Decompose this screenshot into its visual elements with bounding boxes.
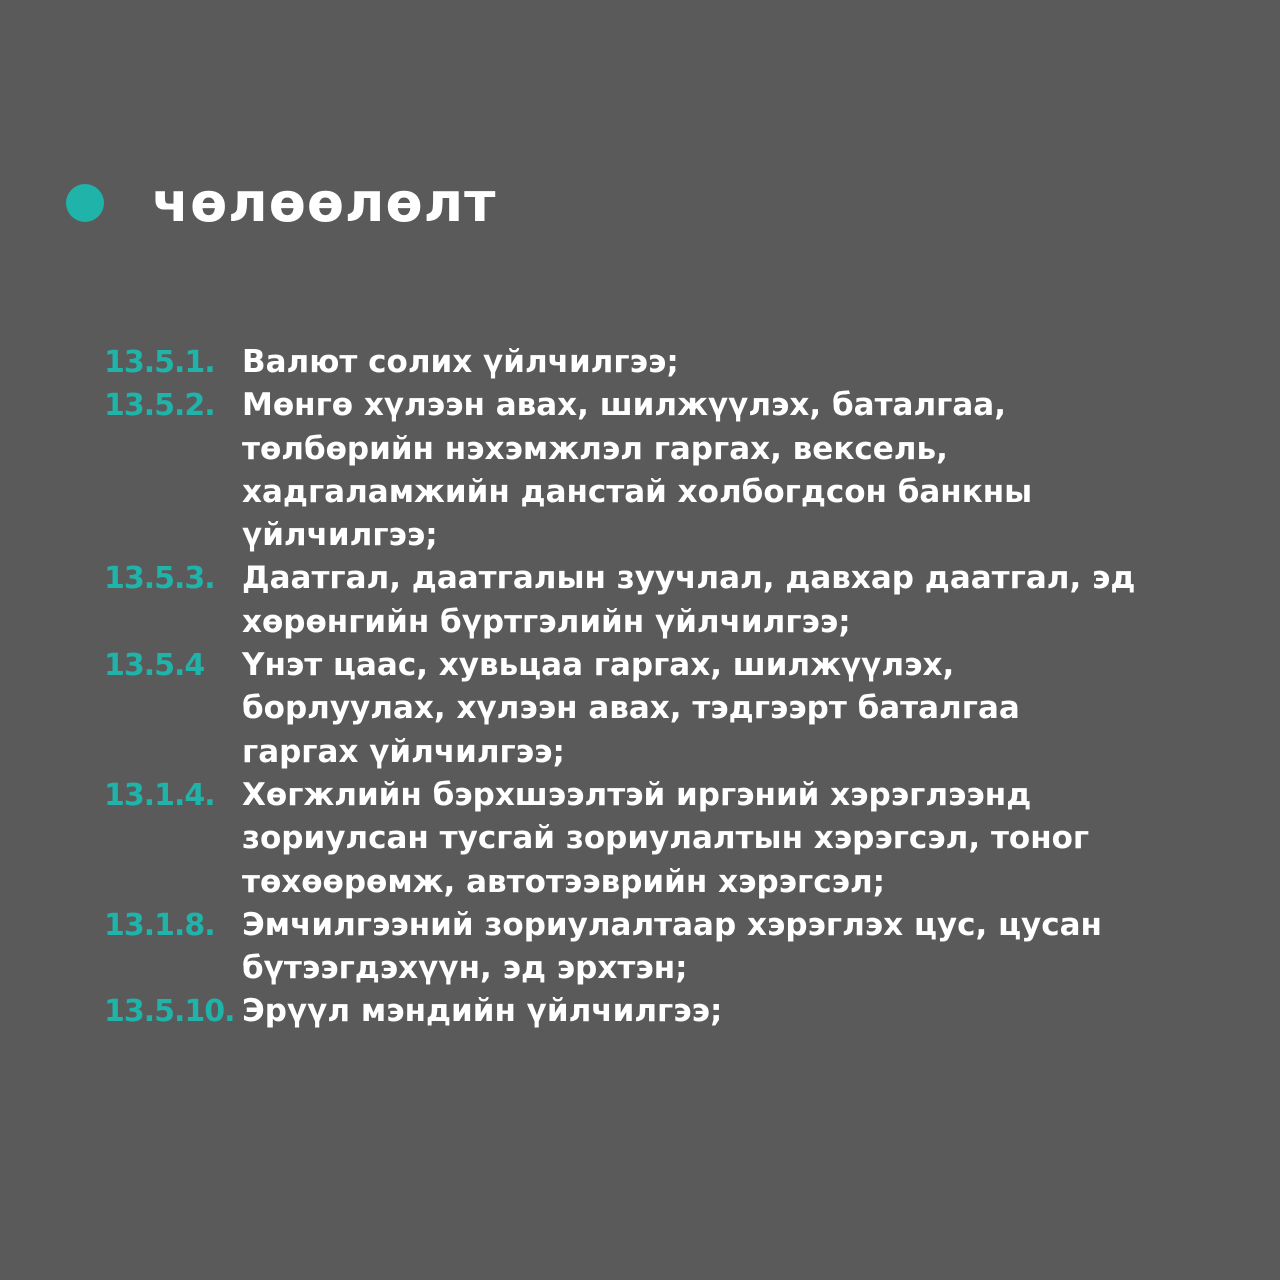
item-number: 13.5.4 xyxy=(104,648,205,684)
item-text xyxy=(242,904,1214,991)
item-text xyxy=(242,341,1214,384)
list-item xyxy=(104,557,1214,644)
item-text-line: төхөөрөмж, автотээврийн хэрэгсэл; xyxy=(242,863,886,900)
item-text-line: зориулсан тусгай зориулалтын хэрэгсэл, тоног xyxy=(242,820,1090,857)
item-text xyxy=(242,644,1214,774)
exemption-list xyxy=(104,341,1214,1034)
item-number: 13.5.10. xyxy=(104,994,235,1030)
item-text-line: Эрүүл мэндийн үйлчилгээ; xyxy=(242,993,723,1030)
page-title: чөлөөлөлт xyxy=(152,171,497,234)
item-text-line: Эмчилгээний зориулалтаар хэрэглэх цус, цусан xyxy=(242,906,1102,943)
item-text xyxy=(242,384,1214,557)
item-text-line: борлуулах, хүлээн авах, тэдгээрт баталгаа xyxy=(242,690,1020,727)
item-text xyxy=(242,990,1214,1033)
item-text xyxy=(242,774,1214,904)
list-item xyxy=(104,644,1214,774)
list-item xyxy=(104,384,1214,557)
header xyxy=(66,168,496,238)
item-number: 13.1.8. xyxy=(104,907,215,943)
item-text-line: хөрөнгийн бүртгэлийн үйлчилгээ; xyxy=(242,603,851,640)
item-text-line: төлбөрийн нэхэмжлэл гаргах, вексель, xyxy=(242,430,948,467)
list-item xyxy=(104,904,1214,991)
item-number: 13.5.1. xyxy=(104,345,215,380)
item-text-line: хадгаламжийн данстай холбогдсон банкны xyxy=(242,473,1033,510)
item-number: 13.5.3. xyxy=(104,561,215,597)
list-item xyxy=(104,990,1214,1033)
item-text-line: бүтээгдэхүүн, эд эрхтэн; xyxy=(242,950,688,987)
item-text-line: Үнэт цаас, хувьцаа гаргах, шилжүүлэх, xyxy=(242,647,955,684)
item-text-line: үйлчилгээ; xyxy=(242,517,438,554)
item-text-line: Мөнгө хүлээн авах, шилжүүлэх, баталгаа, xyxy=(242,387,1006,424)
list-item xyxy=(104,341,1214,384)
item-text-line: Хөгжлийн бэрхшээлтэй иргэний хэрэглээнд xyxy=(242,776,1032,813)
item-text xyxy=(242,557,1214,644)
bullet-dot-icon xyxy=(66,184,104,222)
item-text-line: гаргах үйлчилгээ; xyxy=(242,733,565,770)
list-item xyxy=(104,774,1214,904)
item-number: 13.1.4. xyxy=(104,777,215,813)
item-number: 13.5.2. xyxy=(104,388,215,424)
item-text-line: Валют солих үйлчилгээ; xyxy=(242,344,679,380)
item-text-line: Даатгал, даатгалын зуучлал, давхар даатгал, эд xyxy=(242,560,1136,597)
